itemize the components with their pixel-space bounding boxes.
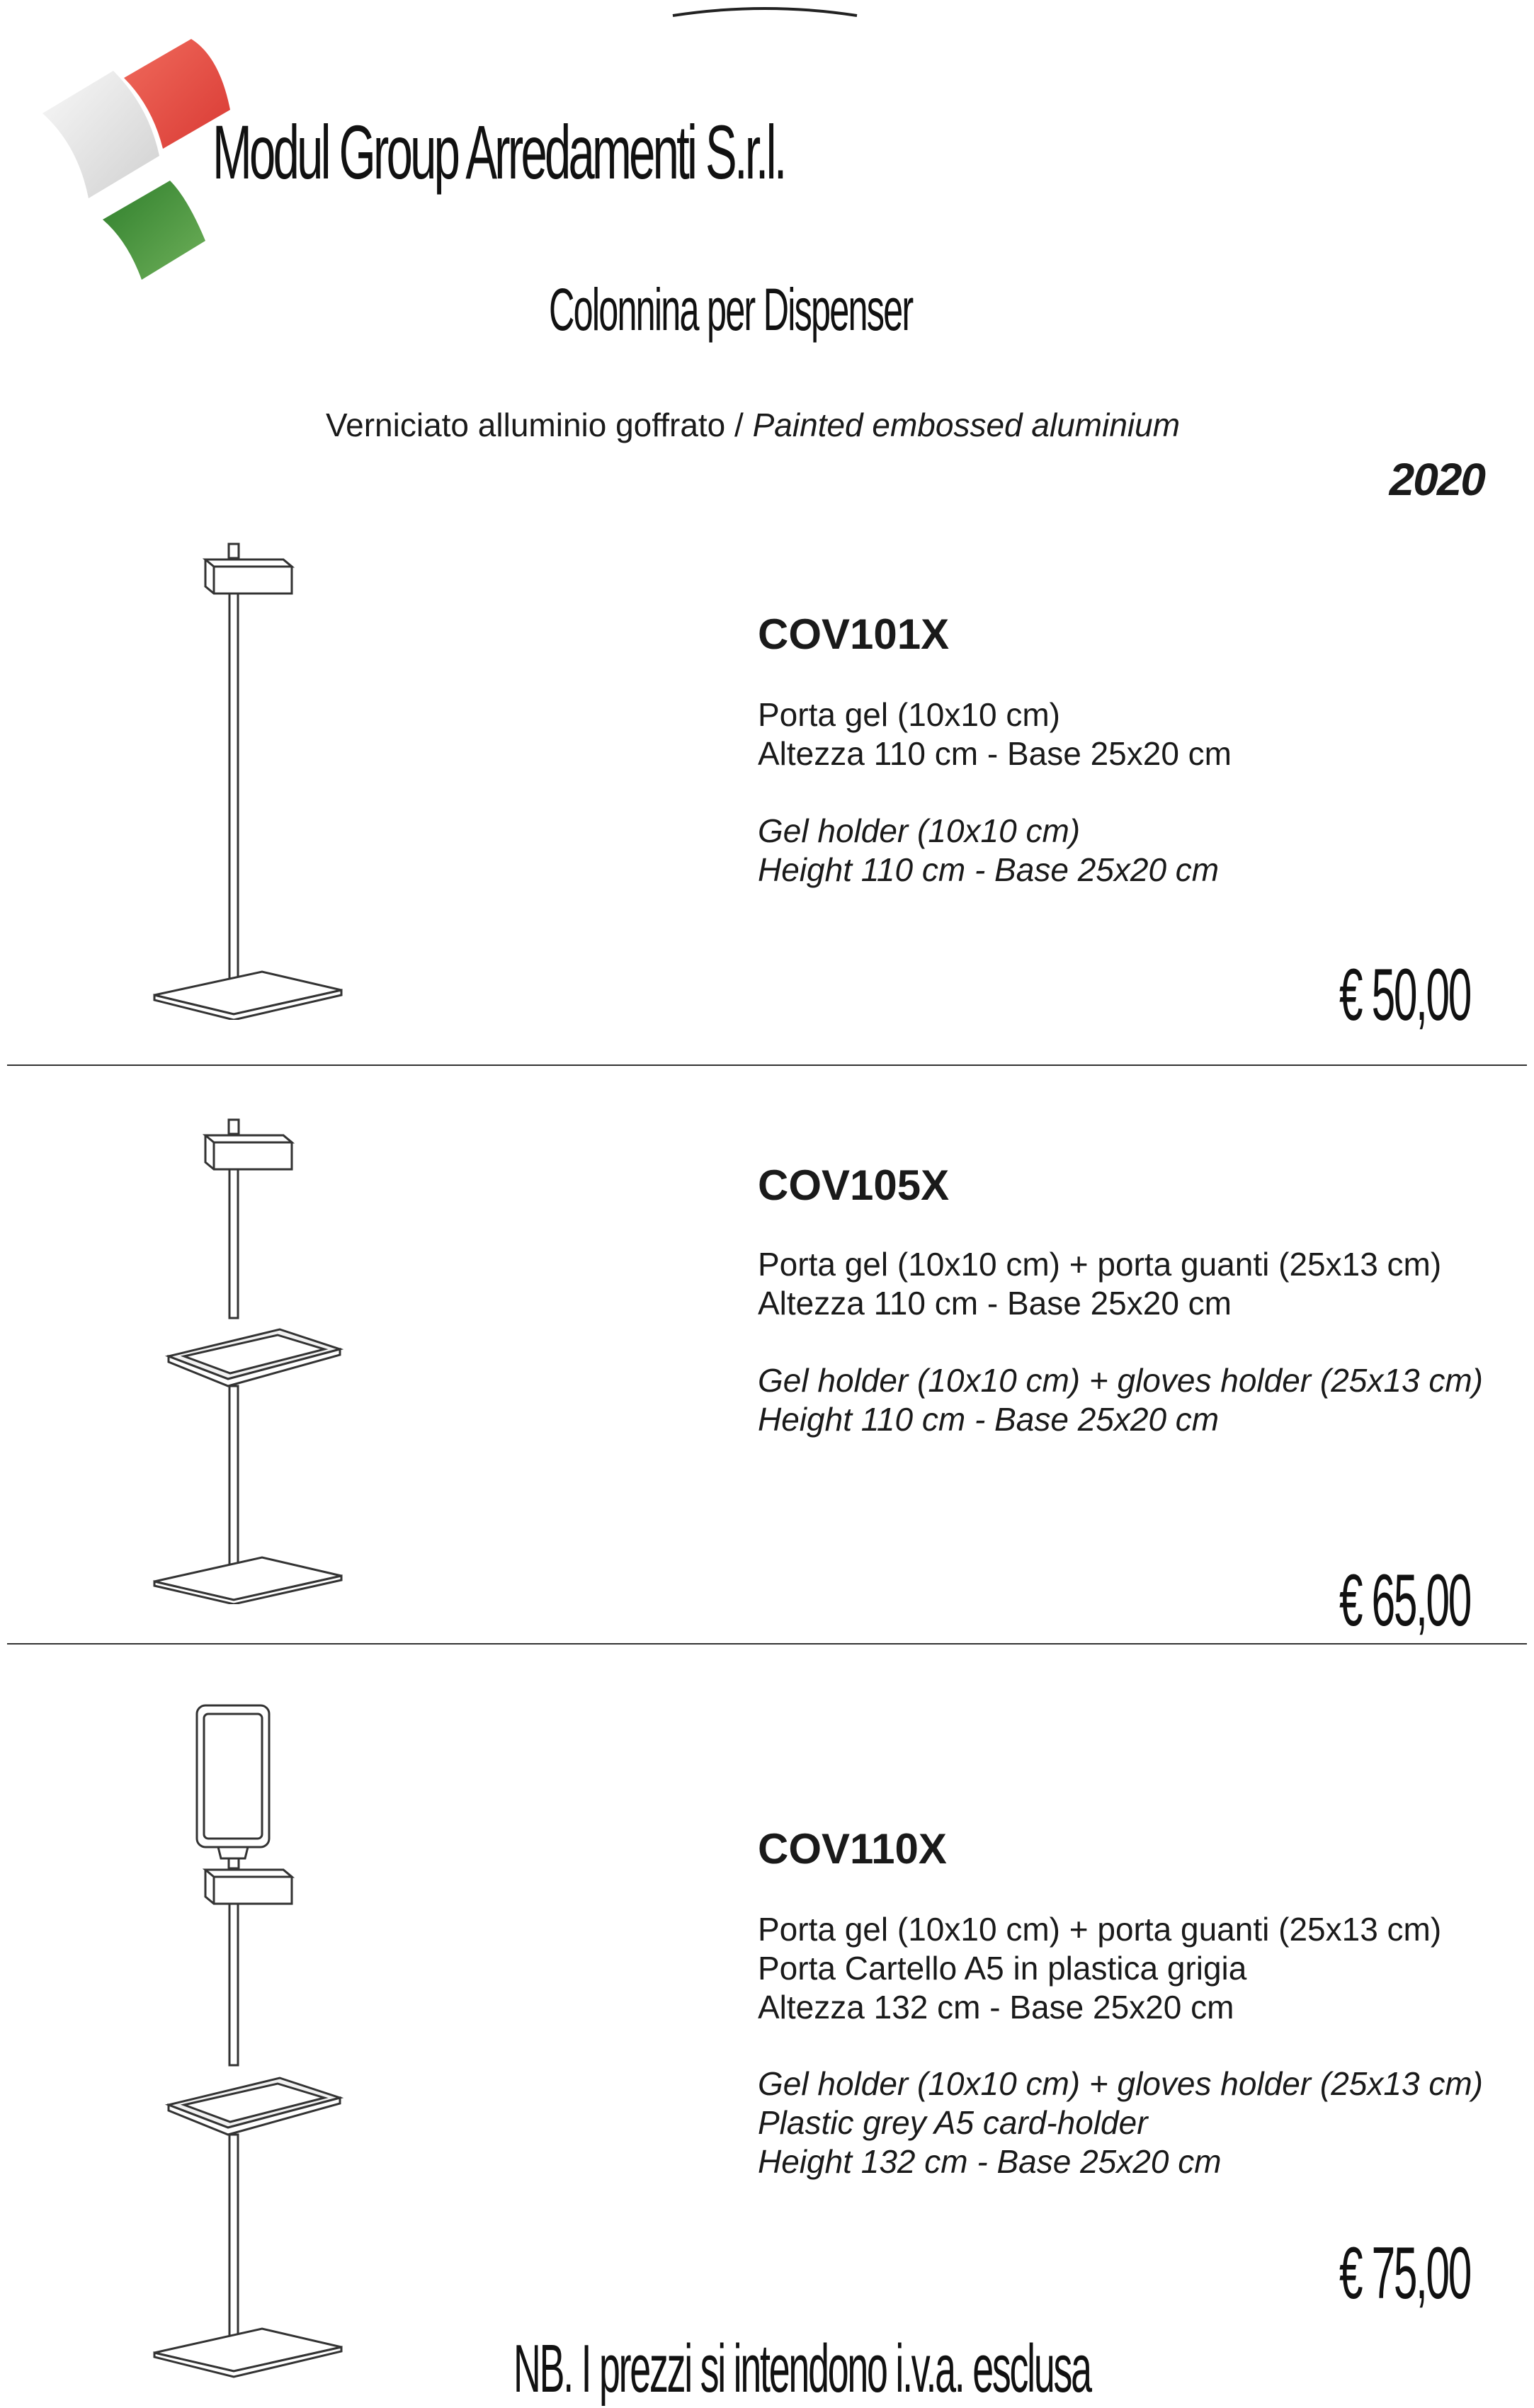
material-separator: / bbox=[725, 407, 753, 443]
product-description-en bbox=[758, 1361, 1483, 1439]
product-description-it bbox=[758, 695, 1232, 773]
description-line: Porta gel (10x10 cm) bbox=[758, 696, 1060, 733]
catalog-year: 2020 bbox=[1389, 454, 1484, 505]
product-code: COV105X bbox=[758, 1162, 950, 1209]
description-line: Height 132 cm - Base 25x20 cm bbox=[758, 2143, 1222, 2180]
description-line: Gel holder (10x10 cm) + gloves holder (25x13 cm) bbox=[758, 1362, 1483, 1399]
product-image-cov105x bbox=[142, 1115, 368, 1604]
material-it: Verniciato alluminio goffrato bbox=[326, 407, 726, 443]
product-code: COV101X bbox=[758, 610, 950, 658]
description-line: Porta gel (10x10 cm) + porta guanti (25x13 cm) bbox=[758, 1911, 1442, 1948]
product-price: € 75,00 bbox=[1339, 2232, 1470, 2315]
section-divider bbox=[7, 1643, 1527, 1645]
product-description-en bbox=[758, 2065, 1483, 2181]
product-image-cov110x bbox=[142, 1698, 368, 2378]
product-description-it bbox=[758, 1910, 1441, 2027]
page-title: Colonnina per Dispenser bbox=[549, 276, 913, 343]
material-en: Painted embossed aluminium bbox=[752, 407, 1181, 443]
top-arc-decoration bbox=[659, 0, 871, 28]
description-line: Height 110 cm - Base 25x20 cm bbox=[758, 1401, 1220, 1438]
description-line: Porta Cartello A5 in plastica grigia bbox=[758, 1950, 1247, 1987]
description-line: Altezza 110 cm - Base 25x20 cm bbox=[758, 735, 1232, 772]
description-line: Gel holder (10x10 cm) bbox=[758, 812, 1081, 849]
product-image-cov101x bbox=[142, 538, 368, 1020]
product-price: € 65,00 bbox=[1339, 1560, 1470, 1642]
description-line: Height 110 cm - Base 25x20 cm bbox=[758, 851, 1220, 888]
product-description-it bbox=[758, 1245, 1441, 1323]
vat-footnote: NB. I prezzi si intendono i.v.a. esclusa bbox=[513, 2331, 1091, 2407]
description-line: Altezza 132 cm - Base 25x20 cm bbox=[758, 1989, 1234, 2026]
product-code: COV110X bbox=[758, 1825, 947, 1873]
material-subtitle bbox=[326, 405, 1180, 445]
company-name: Modul Group Arredamenti S.r.l. bbox=[212, 109, 785, 195]
description-line: Gel holder (10x10 cm) + gloves holder (25x13 cm) bbox=[758, 2065, 1483, 2102]
product-price: € 50,00 bbox=[1339, 954, 1470, 1036]
description-line: Altezza 110 cm - Base 25x20 cm bbox=[758, 1285, 1232, 1322]
product-description-en bbox=[758, 812, 1219, 890]
description-line: Plastic grey A5 card-holder bbox=[758, 2104, 1148, 2141]
section-divider bbox=[7, 1064, 1527, 1066]
description-line: Porta gel (10x10 cm) + porta guanti (25x13 cm) bbox=[758, 1246, 1442, 1283]
